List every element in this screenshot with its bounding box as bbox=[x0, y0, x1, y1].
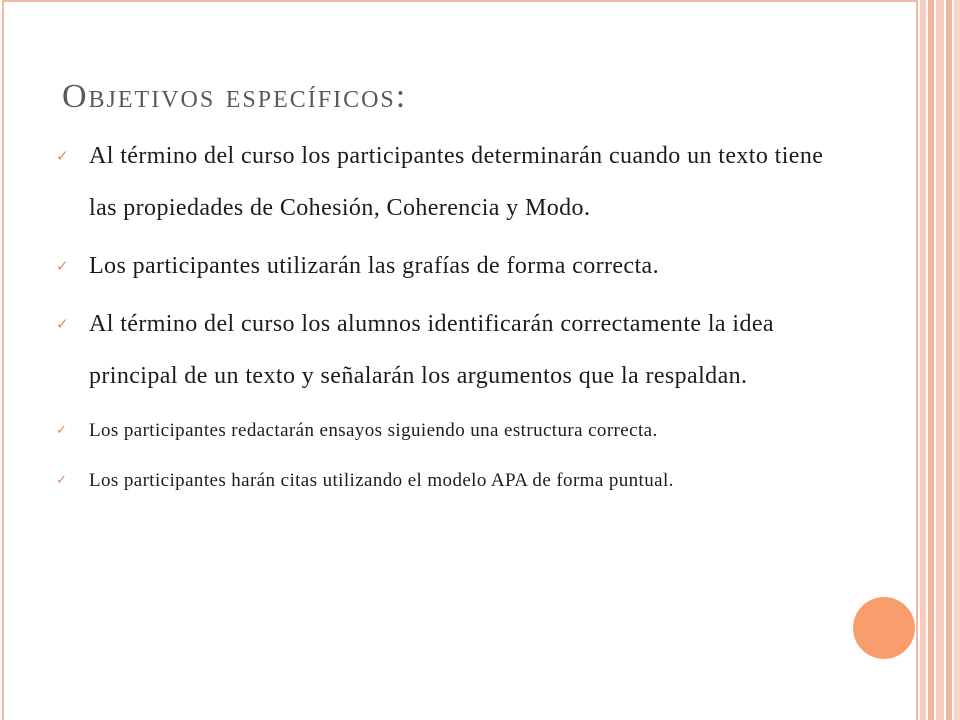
check-mark-icon: ✓ bbox=[56, 315, 69, 333]
list-item-text: Al término del curso los participantes determinarán cuando un texto tiene las propiedades de Cohesión, Coherencia y Modo. bbox=[89, 143, 824, 221]
slide-title: Objetivos específicos: bbox=[62, 78, 408, 115]
check-mark-icon: ✓ bbox=[56, 423, 67, 438]
frame-right-border bbox=[916, 0, 918, 720]
check-mark-icon: ✓ bbox=[56, 257, 69, 275]
objectives-list bbox=[56, 130, 856, 508]
decorative-stripes bbox=[920, 0, 960, 720]
list-item bbox=[56, 458, 856, 504]
list-item bbox=[56, 240, 856, 292]
list-item-text: Los participantes utilizarán las grafías de forma correcta. bbox=[89, 253, 660, 279]
frame-left-border bbox=[2, 0, 4, 720]
list-item bbox=[56, 130, 856, 234]
frame-top-border bbox=[2, 0, 918, 2]
list-item bbox=[56, 298, 856, 402]
check-mark-icon: ✓ bbox=[56, 147, 69, 165]
list-item-text: Los participantes harán citas utilizando el modelo APA de forma puntual. bbox=[89, 470, 674, 491]
list-item-text: Al término del curso los alumnos identificarán correctamente la idea principal de un texto y señalarán los argumentos que la respaldan. bbox=[89, 311, 774, 389]
list-item bbox=[56, 408, 856, 454]
check-mark-icon: ✓ bbox=[56, 473, 67, 488]
decorative-orb bbox=[853, 597, 915, 659]
list-item-text: Los participantes redactarán ensayos siguiendo una estructura correcta. bbox=[89, 420, 658, 441]
